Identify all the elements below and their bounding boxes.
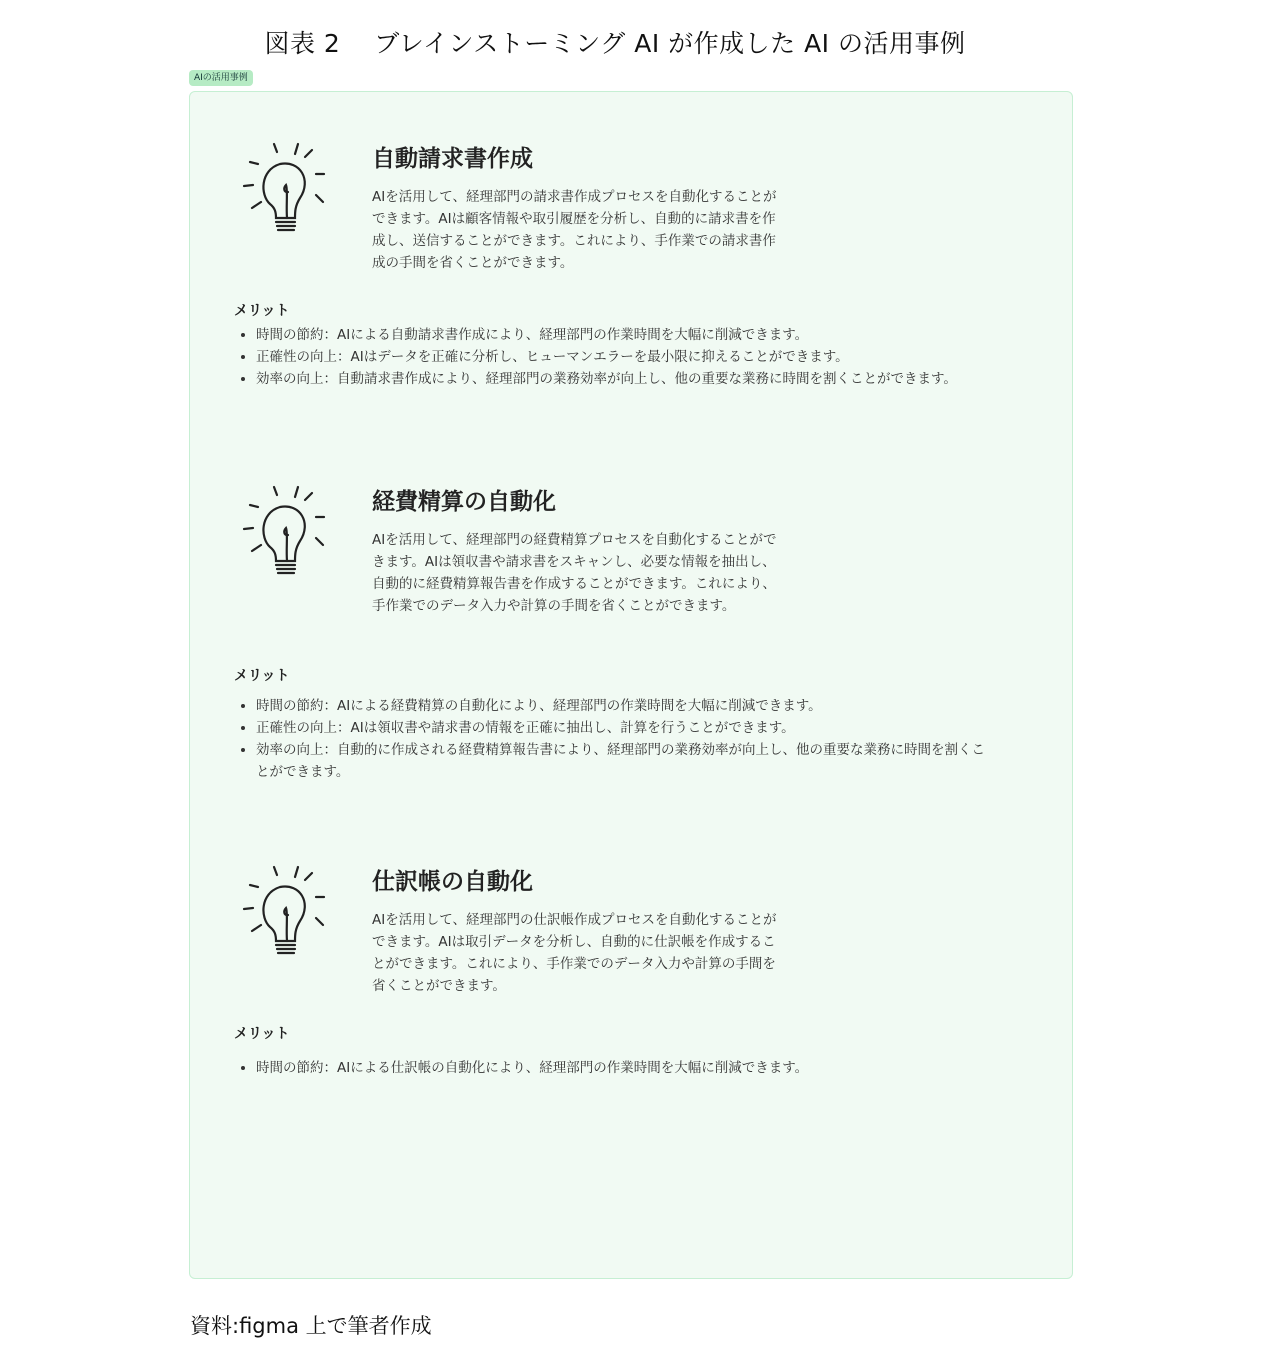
section-description: AIを活用して、経理部門の請求書作成プロセスを自動化することができます。AIは顧客情報や取引履歴を分析し、自動的に請求書を作成し、送信することができます。これにより、手作業での請求書作成の手間を省くことができます。 [372,189,777,271]
use-case-card [189,91,1073,1279]
merit-list [236,1057,986,1079]
lightbulb-icon [240,863,330,963]
merit-item: • 時間の節約：AIによる自動請求書作成により、経理部門の作業時間を大幅に削減できます。 [256,324,986,346]
merit-label: メリット [234,1026,290,1042]
lightbulb-icon [240,483,330,583]
section-heading: 経費精算の自動化 [372,489,556,515]
merit-item: • 時間の節約：AIによる経費精算の自動化により、経理部門の作業時間を大幅に削減できます。 [256,695,986,717]
merit-label: メリット [234,303,290,319]
section-description: AIを活用して、経理部門の経費精算プロセスを自動化することができます。AIは領収書や請求書をスキャンし、必要な情報を抽出し、自動的に経費精算報告書を作成することができます。これにより、手作業でのデータ入力や計算の手間を省くことができます。 [372,532,777,614]
merit-item: • 効率の向上：自動請求書作成により、経理部門の業務効率が向上し、他の重要な業務に時間を割くことができます。 [256,368,986,390]
merit-list [236,695,986,783]
merit-label: メリット [234,668,290,684]
source-caption: 資料:figma 上で筆者作成 [190,1314,432,1338]
lightbulb-icon [240,140,330,240]
merit-item: • 正確性の向上：AIは領収書や請求書の情報を正確に抽出し、計算を行うことができます。 [256,717,986,739]
section-description: AIを活用して、経理部門の仕訳帳作成プロセスを自動化することができます。AIは取引データを分析し、自動的に仕訳帳を作成することができます。これにより、手作業でのデータ入力や計算の手間を省くことができます。 [372,912,777,994]
frame-tag[interactable]: AIの活用事例 [189,70,253,86]
figure-title: 図表 2 ブレインストーミング AI が作成した AI の活用事例 [264,29,966,58]
section-heading: 自動請求書作成 [372,146,533,172]
merit-item: • 正確性の向上：AIはデータを正確に分析し、ヒューマンエラーを最小限に抑えることができます。 [256,346,986,368]
merit-list [236,324,986,390]
merit-item: • 時間の節約：AIによる仕訳帳の自動化により、経理部門の作業時間を大幅に削減できます。 [256,1057,986,1079]
section-heading: 仕訳帳の自動化 [372,869,533,895]
merit-item: • 効率の向上：自動的に作成される経費精算報告書により、経理部門の業務効率が向上し、他の重要な業務に時間を割くことができます。 [256,739,986,783]
